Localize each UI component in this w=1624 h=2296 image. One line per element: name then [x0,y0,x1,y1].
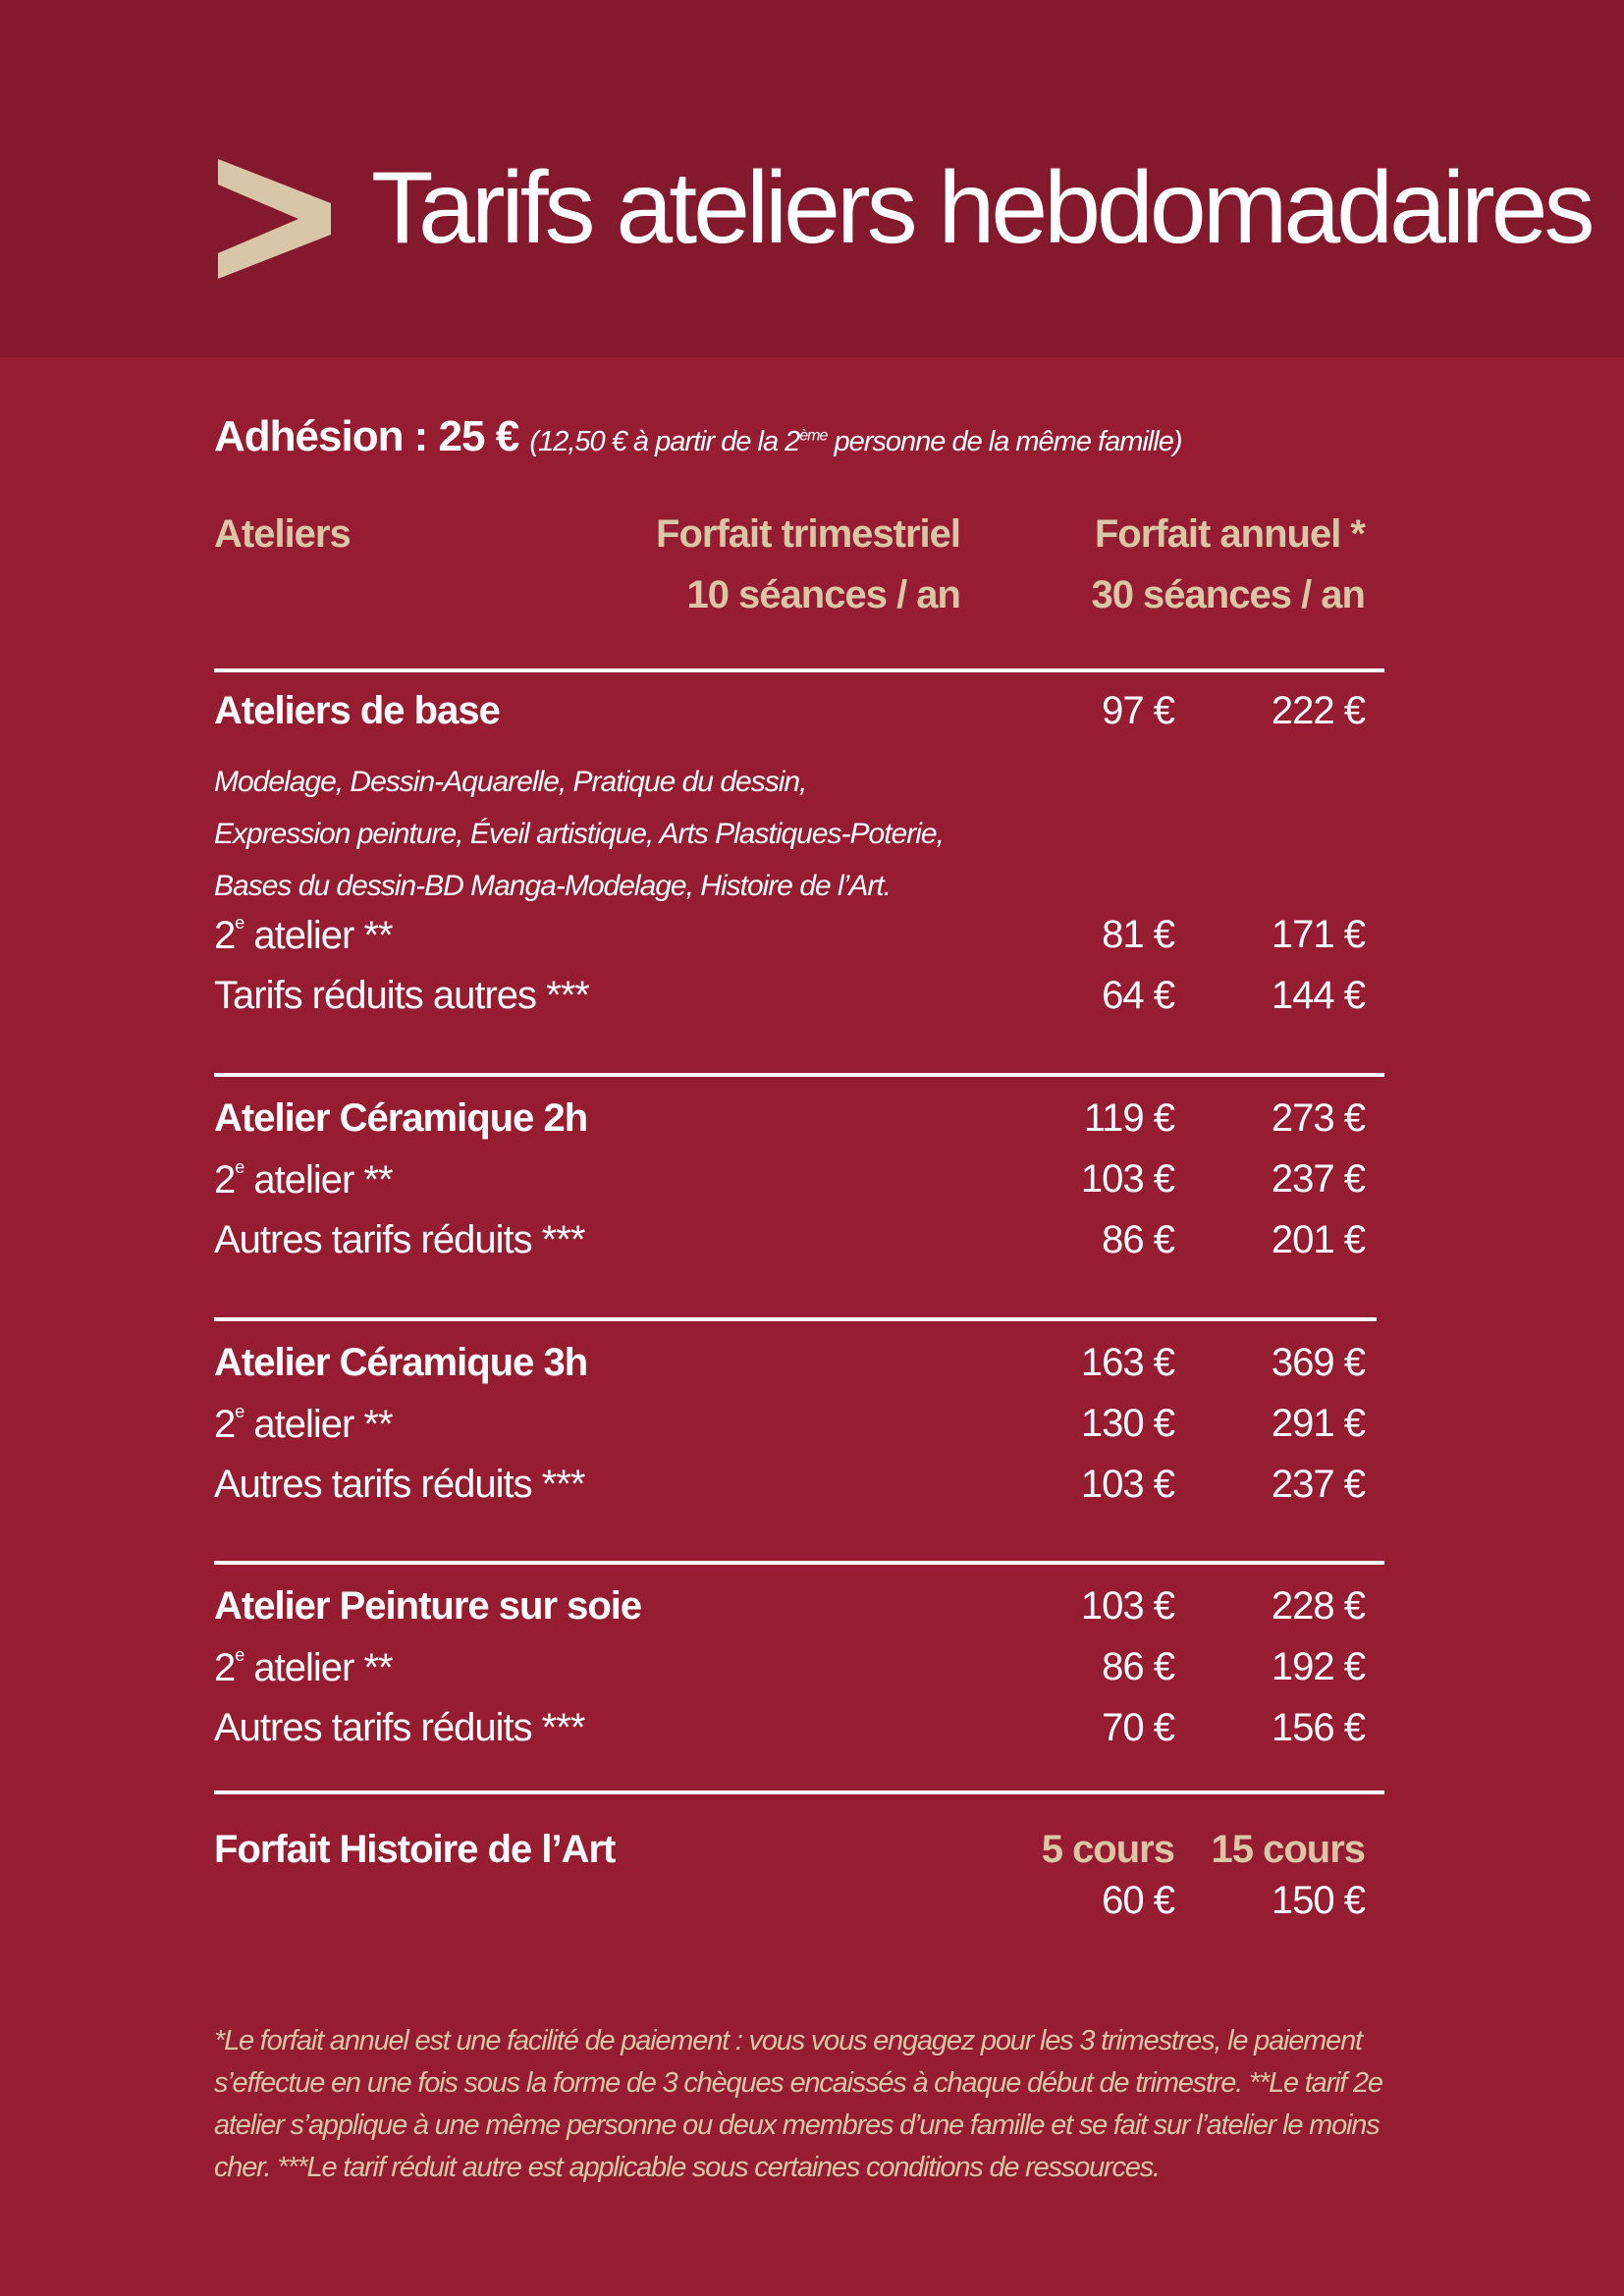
divider [214,668,1384,672]
course-count-trimestriel: 5 cours [1041,1828,1174,1871]
column-header-annuel: Forfait annuel * [1094,512,1365,556]
price-trimestriel: 86 € [1102,1218,1174,1261]
price-trimestriel: 97 € [1102,689,1174,732]
column-header-ateliers: Ateliers [214,512,351,556]
row-label: Ateliers de base [214,689,500,732]
column-header-trimestriel: Forfait trimestriel [656,512,960,556]
column-header-trimestriel-sessions: 10 séances / an [686,573,960,616]
price-annuel: 156 € [1271,1706,1365,1749]
divider [214,1790,1384,1794]
price-trimestriel: 81 € [1102,913,1174,956]
row-label: 2e atelier ** [214,1402,393,1446]
price-annuel: 144 € [1271,974,1365,1017]
price-row-base-reduced [214,974,1365,1035]
price-row-ceramique-2h-second [214,1157,1365,1218]
base-description: Modelage, Dessin-Aquarelle, Pratique du dessin, Expression peinture, Éveil artistique, Arts Plastiques-Poterie, Bases du dessin-BD Manga-Modelage, Histoire de l’Art. [214,766,944,902]
row-label: 2e atelier ** [214,913,393,957]
price-row-peinture-soie-reduced [214,1706,1365,1767]
divider [214,1561,1384,1565]
price-trimestriel: 70 € [1102,1706,1174,1749]
price-row-peinture-soie [214,1584,1365,1645]
row-label: Tarifs réduits autres *** [214,974,589,1017]
price-row-peinture-soie-second [214,1645,1365,1706]
price-trimestriel: 130 € [1080,1402,1174,1445]
divider [214,1073,1384,1077]
price-annuel: 369 € [1271,1341,1365,1384]
price-row-histoire-art-prices [214,1879,1365,1940]
row-label: Atelier Céramique 3h [214,1341,588,1384]
price-annuel: 171 € [1271,913,1365,956]
membership-label: Adhésion : 25 € [214,412,519,460]
chevron-right-icon [218,159,331,279]
price-annuel: 291 € [1271,1402,1365,1445]
row-label: Autres tarifs réduits *** [214,1463,585,1506]
price-annuel: 150 € [1271,1879,1365,1922]
price-annuel: 228 € [1271,1584,1365,1628]
row-label: Autres tarifs réduits *** [214,1218,585,1261]
price-trimestriel: 64 € [1102,974,1174,1017]
row-label: 2e atelier ** [214,1645,393,1689]
column-header-annuel-sessions: 30 séances / an [1091,573,1365,616]
price-trimestriel: 103 € [1080,1463,1174,1506]
price-row-base [214,689,1365,750]
price-annuel: 201 € [1271,1218,1365,1261]
price-annuel: 192 € [1271,1645,1365,1688]
course-count-annuel: 15 cours [1211,1828,1365,1871]
price-row-ceramique-3h-second [214,1402,1365,1463]
price-row-ceramique-3h-reduced [214,1463,1365,1523]
row-label: Autres tarifs réduits *** [214,1706,585,1749]
membership-note: (12,50 € à partir de la 2ème personne de la même famille) [529,426,1182,457]
price-trimestriel: 86 € [1102,1645,1174,1688]
price-annuel: 273 € [1271,1096,1365,1140]
divider [214,1317,1377,1321]
membership-line [214,412,1181,461]
price-trimestriel: 60 € [1102,1879,1174,1922]
row-label: Atelier Peinture sur soie [214,1584,642,1628]
price-annuel: 222 € [1271,689,1365,732]
price-trimestriel: 103 € [1080,1157,1174,1201]
price-trimestriel: 163 € [1080,1341,1174,1384]
price-trimestriel: 103 € [1080,1584,1174,1628]
price-trimestriel: 119 € [1083,1096,1174,1140]
price-row-ceramique-3h [214,1341,1365,1402]
price-annuel: 237 € [1271,1157,1365,1201]
price-row-base-second [214,913,1365,974]
header-band [0,0,1624,357]
price-row-ceramique-2h [214,1096,1365,1157]
price-annuel: 237 € [1271,1463,1365,1506]
footnote: *Le forfait annuel est une facilité de paiement : vous vous engagez pour les 3 trimestres, le paiement s’effectue en une fois sous la forme de 3 chèques encaissés à chaque début de trimestre. **Le tarif 2e atelier s’applique à une même personne ou deux membres d’une famille et se fait sur l’atelier le moins cher. ***Le tarif réduit autre est applicable sous certaines conditions de ressources. [214,2025,1382,2183]
price-row-ceramique-2h-reduced [214,1218,1365,1279]
row-label: Forfait Histoire de l’Art [214,1828,616,1871]
page-title: Tarifs ateliers hebdomadaires [371,151,1592,265]
row-label: 2e atelier ** [214,1157,393,1201]
row-label: Atelier Céramique 2h [214,1096,588,1140]
